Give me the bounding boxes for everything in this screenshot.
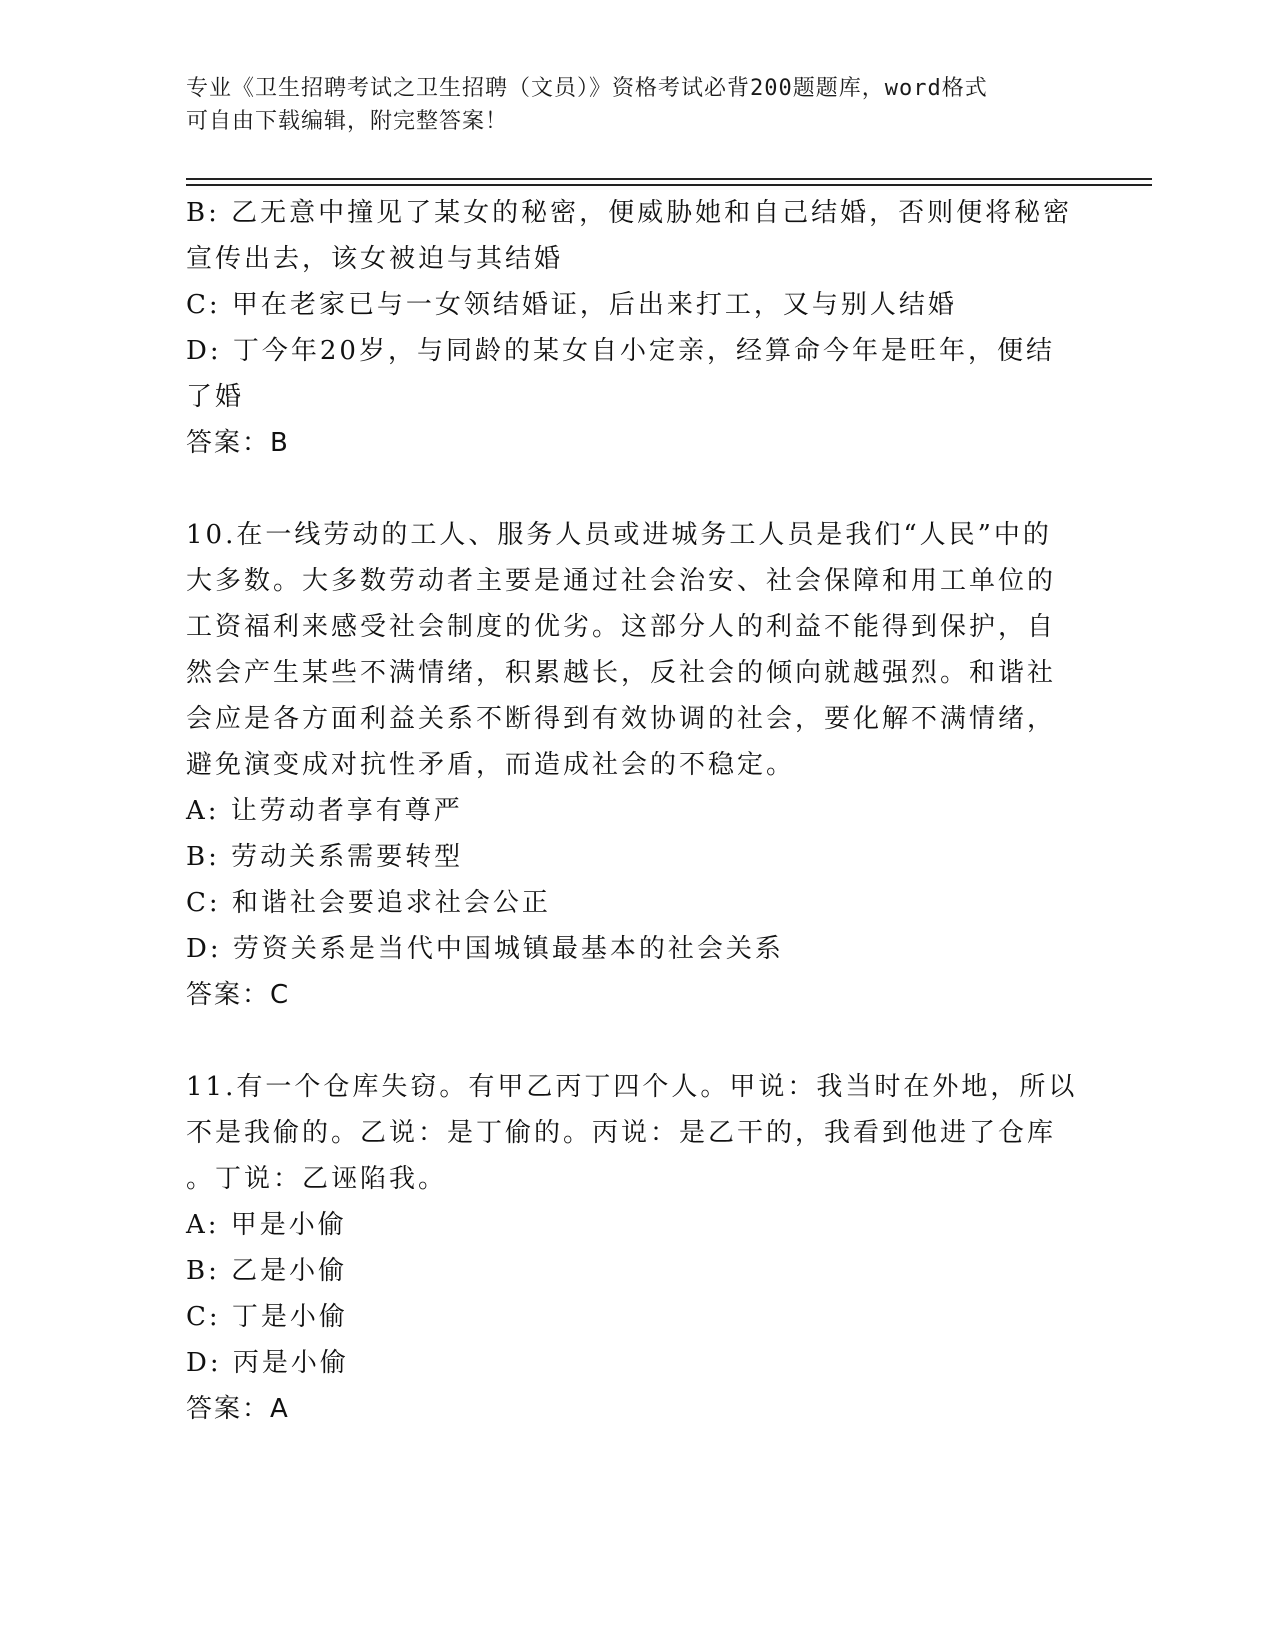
header-divider-bottom xyxy=(186,184,1152,186)
q11-answer: 答案：A xyxy=(186,1394,290,1424)
q11-stem-line: 。丁说：乙诬陷我。 xyxy=(186,1164,448,1194)
q9-option-b-line-1: B: 乙无意中撞见了某女的秘密，便威胁她和自己结婚，否则便将秘密 xyxy=(186,198,1073,228)
spacer xyxy=(186,1018,1086,1064)
q11-stem-line: 11.有一个仓库失窃。有甲乙丙丁四个人。甲说：我当时在外地，所以 xyxy=(186,1072,1078,1102)
q10-stem-line: 然会产生某些不满情绪，积累越长，反社会的倾向就越强烈。和谐社 xyxy=(186,658,1057,688)
document-body xyxy=(186,190,1086,1432)
q10-option-a: A: 让劳动者享有尊严 xyxy=(186,796,463,826)
q11-option-d: D: 丙是小偷 xyxy=(186,1348,349,1378)
q10-option-d: D: 劳资关系是当代中国城镇最基本的社会关系 xyxy=(186,934,784,964)
q9-option-c: C: 甲在老家已与一女领结婚证，后出来打工，又与别人结婚 xyxy=(186,290,957,320)
q9-option-d-line-2: 了婚 xyxy=(186,382,245,412)
q10-stem-line: 大多数。大多数劳动者主要是通过社会治安、社会保障和用工单位的 xyxy=(186,566,1057,596)
q11-option-c: C: 丁是小偷 xyxy=(186,1302,348,1332)
document-header xyxy=(186,72,1086,138)
q9-option-d-line-1: D: 丁今年20岁，与同龄的某女自小定亲，经算命今年是旺年，便结 xyxy=(186,336,1055,366)
q11-option-b: B: 乙是小偷 xyxy=(186,1256,348,1286)
q10-option-b: B: 劳动关系需要转型 xyxy=(186,842,464,872)
q10-option-c: C: 和谐社会要追求社会公正 xyxy=(186,888,551,918)
header-line-1: 专业《卫生招聘考试之卫生招聘（文员）》资格考试必背200题题库，word格式 xyxy=(186,76,988,101)
question-11-block xyxy=(186,1064,1086,1432)
q10-stem-line: 避免演变成对抗性矛盾，而造成社会的不稳定。 xyxy=(186,750,796,780)
spacer xyxy=(186,466,1086,512)
q10-stem-line: 10.在一线劳动的工人、服务人员或进城务工人员是我们“人民”中的 xyxy=(186,520,1052,550)
q10-answer: 答案：C xyxy=(186,980,291,1010)
header-divider-top xyxy=(186,178,1152,180)
question-9-block xyxy=(186,190,1086,466)
question-10-block xyxy=(186,512,1086,1018)
q10-stem-line: 会应是各方面利益关系不断得到有效协调的社会，要化解不满情绪， xyxy=(186,704,1057,734)
q9-answer: 答案：B xyxy=(186,428,290,458)
q11-option-a: A: 甲是小偷 xyxy=(186,1210,347,1240)
q9-option-b-line-2: 宣传出去，该女被迫与其结婚 xyxy=(186,244,564,274)
q11-stem-line: 不是我偷的。乙说：是丁偷的。丙说：是乙干的，我看到他进了仓库 xyxy=(186,1118,1057,1148)
header-line-2: 可自由下载编辑，附完整答案！ xyxy=(186,109,509,134)
q10-stem-line: 工资福利来感受社会制度的优劣。这部分人的利益不能得到保护，自 xyxy=(186,612,1057,642)
